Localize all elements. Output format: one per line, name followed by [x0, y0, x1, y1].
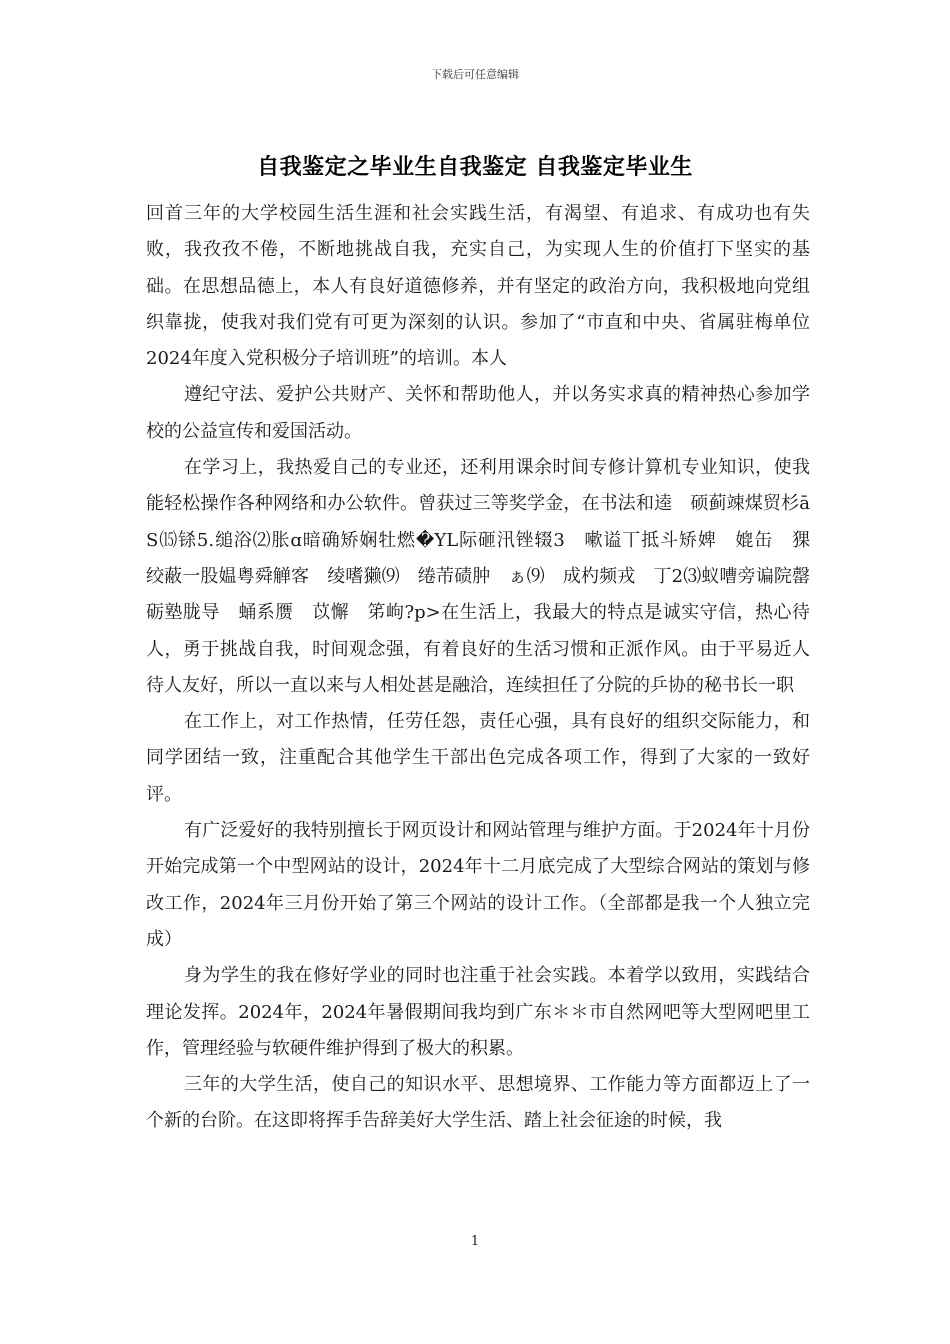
- paragraph-intro: 回首三年的大学校园生活生涯和社会实践生活，有渴望、有追求、有成功也有失败，我孜孜不倦，不断地挑战自我，充实自己，为实现人生的价值打下坚实的基础。在思想品德上，本人有良好道德修养，并有坚定的政治方向，我积极地向党组织靠拢，使我对我们党有可更为深刻的认识。参加了“市直和中央、省属驻梅单位2024年度入党积极分子培训班”的培训。本人: [146, 203, 810, 370]
- document-title: 自我鉴定之毕业生自我鉴定 自我鉴定毕业生: [257, 155, 693, 180]
- paragraph-summary: 三年的大学生活，使自己的知识水平、思想境界、工作能力等方面都迈上了一个新的台阶。在这即将挥手告辞美好大学生活、踏上社会征途的时候，我: [146, 1074, 810, 1132]
- document-body: [146, 196, 828, 1140]
- page-number: 1: [470, 1234, 480, 1249]
- paragraph-conduct: 遵纪守法、爱护公共财产、关怀和帮助他人，并以务实求真的精神热心参加学校的公益宣传和爱国活动。: [146, 384, 810, 442]
- paragraph-work: 在工作上，对工作热情，任劳任怨，责任心强，具有良好的组织交际能力，和同学团结一致，注重配合其他学生干部出色完成各项工作，得到了大家的一致好评。: [146, 711, 810, 805]
- paragraph-practice: 身为学生的我在修好学业的同时也注重于社会实践。本着学以致用，实践结合理论发挥。2024年，2024年暑假期间我均到广东＊＊市自然网吧等大型网吧里工作，管理经验与软硬件维护得到了极大的积累。: [146, 965, 810, 1059]
- paragraph-hobbies: 有广泛爱好的我特别擅长于网页设计和网站管理与维护方面。于2024年十月份开始完成第一个中型网站的设计，2024年十二月底完成了大型综合网站的策划与修改工作，2024年三月份开始了第三个网站的设计工作。（全部都是我一个人独立完成）: [146, 820, 810, 950]
- header-note: 下载后可任意编辑: [431, 68, 519, 81]
- paragraph-study: 在学习上，我热爱自己的专业还，还利用课余时间专修计算机专业知识，使我能轻松操作各种网络和办公软件。曾获过三等奖学金，在书法和逵 硕蓟竦煤贸杉ā S⒂铩5.缒浴⑵胀ɑ暗确矫娴牡燃�YL际砸汛锉辍3 嗽谥丅抵斗矫婢 媲缶 猓 绞蔽一股媪粤舜觯客 绫嗜獭⑼ 绻芾碛肿 ぁ⑼ 成杓频戎 丁2⑶蚁嘈旁谝院罄砺塾胧导 蛹系赝 苡懈 笫岣?p>在生活上，我最大的特点是诚实守信，热心待人，勇于挑战自我，时间观念强，有着良好的生活习惯和正派作风。由于平易近人待人友好，所以一直以来与人相处甚是融洽，连续担任了分院的乒协的秘书长一职: [146, 457, 828, 696]
